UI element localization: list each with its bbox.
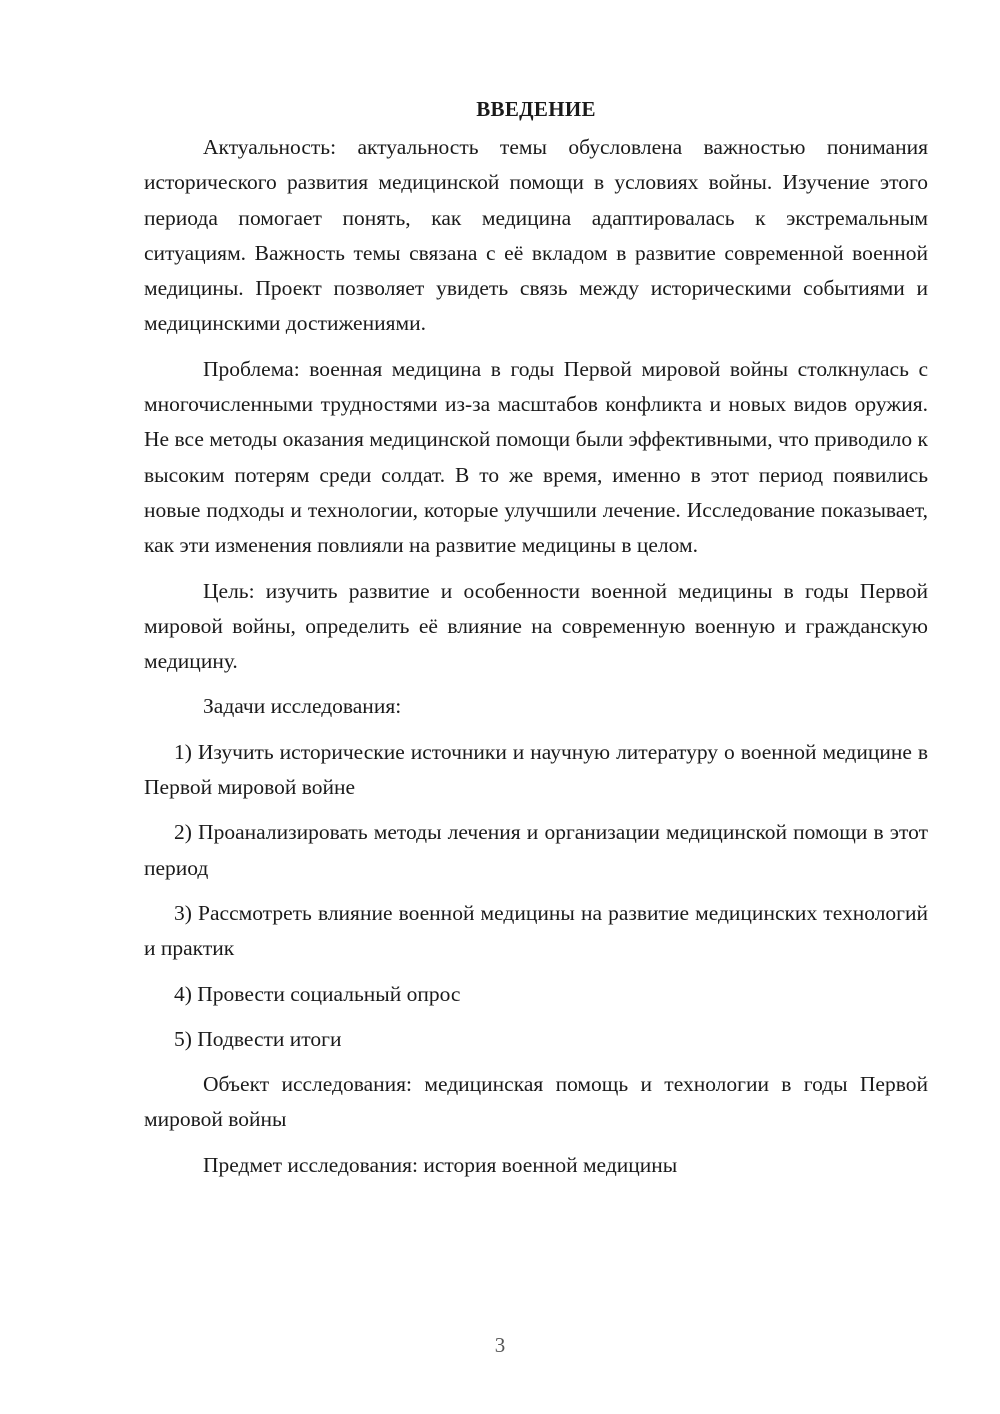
task-item-1: 1) Изучить исторические источники и научную литературу о военной медицине в Первой мировой войне <box>144 739 928 800</box>
paragraph-problem: Проблема: военная медицина в годы Первой мировой войны столкнулась с многочисленными трудностями из-за масштабов конфликта и новых видов оружия. Не все методы оказания медицинской помощи были эффективными, что приводило к высоким потерям среди солдат. В то же время, именно в этот период появились новые подходы и технологии, которые улучшили лечение. Исследование показывает, как эти изменения повлияли на развитие медицины в целом. <box>144 356 928 558</box>
document-page <box>144 92 928 1193</box>
paragraph-relevance: Актуальность: актуальность темы обусловлена важностью понимания исторического развития медицинской помощи в условиях войны. Изучение этого периода помогает понять, как медицина адаптировалась к экстремальным ситуациям. Важность темы связана с её вкладом в развитие современной военной медицины. Проект позволяет увидеть связь между историческими событиями и медицинскими достижениями. <box>144 135 928 336</box>
task-item-5: 5) Подвести итоги <box>174 1026 342 1051</box>
page-number: 3 <box>494 1333 506 1357</box>
task-item-3: 3) Рассмотреть влияние военной медицины на развитие медицинских технологий и практик <box>144 900 928 961</box>
task-item-2: 2) Проанализировать методы лечения и организации медицинской помощи в этот период <box>144 820 928 880</box>
tasks-heading: Задачи исследования: <box>203 694 402 719</box>
paragraph-goal: Цель: изучить развитие и особенности военной медицины в годы Первой мировой войны, определить её влияние на современную военную и гражданскую медицину. <box>144 578 928 674</box>
section-title: ВВЕДЕНИЕ <box>476 97 596 121</box>
paragraph-subject: Предмет исследования: история военной медицины <box>203 1152 678 1177</box>
paragraph-object: Объект исследования: медицинская помощь и технологии в годы Первой мировой войны <box>144 1072 928 1132</box>
task-item-4: 4) Провести социальный опрос <box>174 981 461 1006</box>
